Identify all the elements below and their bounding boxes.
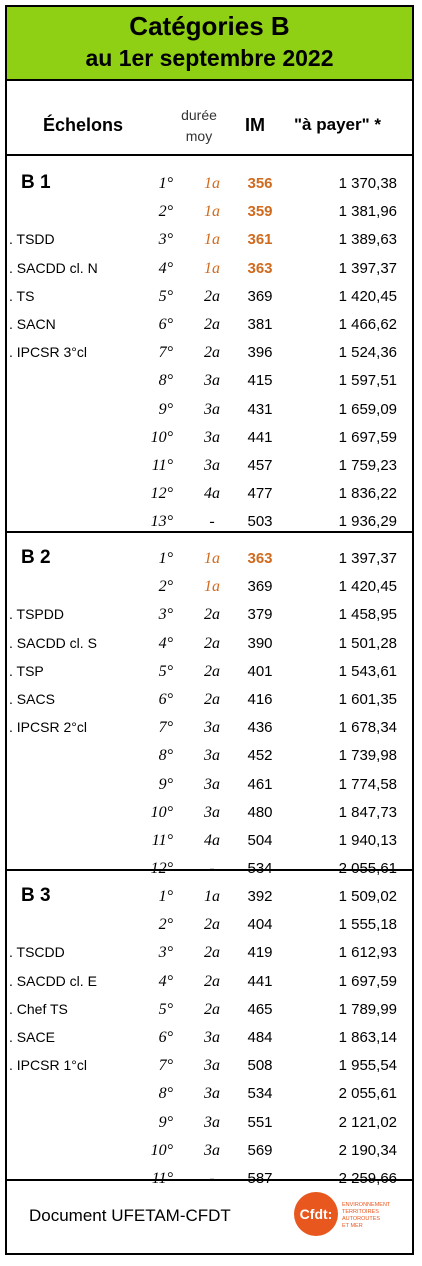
svg-text:Cfdt:: Cfdt:	[299, 1206, 333, 1222]
im-value: 534	[247, 1085, 273, 1103]
section-b1	[7, 156, 412, 533]
a-payer-value: 2 190,34	[338, 1141, 397, 1159]
im-value: 415	[247, 372, 273, 390]
grade-label: . IPCSR 1°cl	[9, 1057, 87, 1074]
duree-value: 2a	[204, 287, 220, 305]
header-a-payer: "à payer" *	[294, 115, 382, 134]
echelon-number: 6°	[158, 691, 173, 708]
table-row	[7, 452, 412, 480]
header-duree	[175, 105, 223, 147]
duree-value: 2a	[204, 972, 220, 990]
duree-value: 1a	[204, 259, 220, 277]
table-row	[7, 1080, 412, 1108]
a-payer-value: 1 739,98	[338, 747, 397, 765]
grade-label: . TSCDD	[9, 944, 65, 961]
grade-label: . SACDD cl. E	[9, 972, 97, 989]
im-value: 361	[247, 231, 273, 249]
duree-value: 3a	[204, 1141, 220, 1159]
a-payer-value: 1 397,37	[338, 259, 397, 277]
a-payer-value: 1 759,23	[338, 457, 397, 474]
cfdt-logo-icon	[292, 1190, 402, 1238]
echelon-number: 5°	[158, 662, 173, 680]
echelon-number: 6°	[158, 316, 173, 333]
table-row	[7, 396, 412, 424]
header-duree-line1: durée	[181, 107, 217, 123]
echelon-number: 11°	[151, 457, 173, 474]
echelon-number: 1°	[158, 550, 173, 567]
echelon-number: 7°	[158, 344, 173, 362]
table-row	[7, 939, 412, 967]
table-row	[7, 911, 412, 939]
table-row	[7, 339, 412, 367]
im-value: 441	[247, 972, 273, 990]
table-row	[7, 545, 412, 573]
echelon-number: 4°	[158, 972, 173, 990]
a-payer-value: 1 420,45	[338, 578, 397, 596]
grade-label: . TS	[9, 287, 35, 304]
im-value: 569	[247, 1141, 273, 1159]
table-row	[7, 630, 412, 658]
table-row	[7, 742, 412, 770]
echelon-number: 4°	[158, 259, 173, 277]
a-payer-value: 1 397,37	[338, 550, 397, 567]
grade-label: . Chef TS	[9, 1000, 68, 1017]
table-row	[7, 1137, 412, 1165]
a-payer-value: 1 789,99	[338, 1000, 397, 1018]
duree-value: 3a	[204, 1057, 220, 1075]
im-value: 369	[247, 287, 273, 305]
a-payer-value: 1 420,45	[338, 287, 397, 305]
duree-value: 2a	[204, 1000, 220, 1018]
grade-label: . TSPDD	[9, 606, 64, 623]
im-value: 431	[247, 400, 273, 418]
a-payer-value: 1 466,62	[338, 316, 397, 333]
table-row	[7, 771, 412, 799]
duree-value: 3a	[204, 400, 220, 418]
a-payer-value: 1 381,96	[338, 203, 397, 221]
echelon-number: 8°	[158, 372, 173, 390]
echelon-number: 3°	[158, 606, 173, 624]
table-row	[7, 799, 412, 827]
grade-label: . SACDD cl. N	[9, 259, 98, 276]
a-payer-value: 1 524,36	[338, 344, 397, 362]
a-payer-value: 1 389,63	[338, 231, 397, 249]
echelon-number: 12°	[150, 860, 173, 878]
a-payer-value: 1 501,28	[338, 634, 397, 652]
a-payer-value: 1 659,09	[338, 400, 397, 418]
duree-value: 3a	[204, 803, 220, 821]
echelon-number: 5°	[158, 287, 173, 305]
duree-value: 2a	[204, 634, 220, 652]
im-value: 504	[247, 832, 273, 849]
a-payer-value: 1 863,14	[338, 1029, 397, 1046]
im-value: 356	[247, 175, 273, 192]
im-value: 465	[247, 1000, 273, 1018]
im-value: 369	[247, 578, 273, 596]
duree-value: 2a	[204, 344, 220, 362]
a-payer-value: 1 543,61	[338, 662, 397, 680]
footer	[7, 1174, 412, 1253]
a-payer-value: 1 597,51	[338, 372, 397, 390]
svg-text:AUTOROUTES: AUTOROUTES	[342, 1216, 381, 1222]
im-value: 396	[247, 344, 273, 362]
im-value: 419	[247, 944, 273, 962]
header-im: IM	[245, 115, 265, 135]
im-value: 457	[247, 457, 273, 474]
a-payer-value: 1 612,93	[338, 944, 397, 962]
section-label: B 2	[21, 547, 51, 568]
im-value: 534	[247, 860, 273, 878]
table-row	[7, 1052, 412, 1080]
table-row	[7, 968, 412, 996]
duree-value: -	[209, 1170, 215, 1187]
duree-value: 3a	[204, 1113, 220, 1131]
page-subtitle: au 1er septembre 2022	[85, 45, 334, 71]
a-payer-value: 1 678,34	[338, 719, 397, 737]
a-payer-value: 1 555,18	[338, 916, 397, 934]
im-value: 359	[247, 203, 273, 221]
im-value: 452	[247, 747, 273, 765]
table-row	[7, 1024, 412, 1052]
echelon-number: 9°	[158, 1113, 173, 1131]
duree-value: 3a	[204, 457, 220, 474]
a-payer-value: 2 055,61	[338, 1085, 397, 1103]
echelon-number: 11°	[151, 832, 173, 849]
header-duree-line2: moy	[185, 128, 213, 144]
duree-value: 2a	[204, 662, 220, 680]
table-row	[7, 1109, 412, 1137]
table-row	[7, 424, 412, 452]
section-b2	[7, 531, 412, 878]
im-value: 363	[247, 259, 273, 277]
a-payer-value: 2 055,61	[338, 860, 397, 878]
im-value: 551	[247, 1113, 273, 1131]
echelon-number: 2°	[158, 916, 173, 934]
table-row	[7, 255, 412, 283]
a-payer-value: 2 259,66	[338, 1170, 397, 1187]
duree-value: 2a	[204, 606, 220, 624]
echelon-number: 6°	[158, 1029, 173, 1046]
table-row	[7, 480, 412, 508]
grade-label: . IPCSR 2°cl	[9, 719, 87, 736]
grade-label: . TSP	[9, 662, 44, 679]
duree-value: 3a	[204, 775, 220, 793]
im-value: 401	[247, 662, 273, 680]
im-value: 477	[247, 485, 273, 503]
im-value: 484	[247, 1029, 273, 1046]
svg-text:ET MER: ET MER	[342, 1223, 363, 1229]
duree-value: 4a	[204, 485, 220, 503]
table-row	[7, 283, 412, 311]
table-row	[7, 827, 412, 855]
duree-value: 2a	[204, 916, 220, 934]
im-value: 441	[247, 428, 273, 446]
im-value: 480	[247, 803, 273, 821]
im-value: 436	[247, 719, 273, 737]
echelon-number: 13°	[150, 513, 173, 531]
duree-value: 1a	[204, 231, 220, 249]
echelon-number: 3°	[158, 231, 173, 249]
grade-label: . TSDD	[9, 231, 55, 248]
section-label: B 1	[21, 172, 51, 193]
section-label: B 3	[21, 885, 51, 906]
duree-value: 2a	[204, 691, 220, 708]
echelon-number: 3°	[158, 944, 173, 962]
echelon-number: 10°	[150, 1141, 173, 1159]
a-payer-value: 1 601,35	[338, 691, 397, 708]
duree-value: 3a	[204, 372, 220, 390]
a-payer-value: 1 458,95	[338, 606, 397, 624]
im-value: 381	[247, 316, 273, 333]
a-payer-value: 1 955,54	[338, 1057, 397, 1075]
duree-value: 3a	[204, 1085, 220, 1103]
im-value: 416	[247, 691, 273, 708]
echelon-number: 9°	[158, 400, 173, 418]
table-row	[7, 714, 412, 742]
table-row	[7, 658, 412, 686]
duree-value: 1a	[204, 888, 220, 905]
svg-text:TERRITOIRES: TERRITOIRES	[342, 1209, 379, 1215]
echelon-number: 1°	[158, 888, 173, 905]
a-payer-value: 1 836,22	[338, 485, 397, 503]
a-payer-value: 2 121,02	[338, 1113, 397, 1131]
im-value: 404	[247, 916, 273, 934]
svg-text:ENVIRONNEMENT: ENVIRONNEMENT	[342, 1202, 391, 1208]
im-value: 461	[247, 775, 273, 793]
echelon-number: 10°	[150, 803, 173, 821]
duree-value: 3a	[204, 428, 220, 446]
echelon-number: 11°	[151, 1170, 173, 1187]
a-payer-value: 1 847,73	[338, 803, 397, 821]
echelon-number: 7°	[158, 719, 173, 737]
table-row	[7, 170, 412, 198]
table-row	[7, 573, 412, 601]
page-title: Catégories B	[129, 11, 290, 41]
echelon-number: 7°	[158, 1057, 173, 1075]
duree-value: 3a	[204, 747, 220, 765]
duree-value: 1a	[204, 550, 220, 567]
duree-value: 1a	[204, 175, 220, 192]
table-row	[7, 883, 412, 911]
a-payer-value: 1 370,38	[338, 175, 397, 192]
im-value: 379	[247, 606, 273, 624]
duree-value: -	[209, 860, 215, 878]
grade-label: . IPCSR 3°cl	[9, 344, 87, 361]
a-payer-value: 1 697,59	[338, 972, 397, 990]
table-row	[7, 226, 412, 254]
echelon-number: 9°	[158, 775, 173, 793]
duree-value: 2a	[204, 944, 220, 962]
grade-label: . SACS	[9, 691, 55, 707]
echelon-number: 2°	[158, 203, 173, 221]
grade-label: . SACDD cl. S	[9, 634, 97, 651]
title-banner	[7, 7, 412, 81]
table-row	[7, 601, 412, 629]
document-source: Document UFETAM-CFDT	[29, 1206, 231, 1225]
grade-label: . SACN	[9, 316, 56, 332]
duree-value: 3a	[204, 1029, 220, 1046]
salary-grid-frame	[5, 5, 414, 1255]
echelon-number: 1°	[158, 175, 173, 192]
echelon-number: 8°	[158, 747, 173, 765]
echelon-number: 5°	[158, 1000, 173, 1018]
table-row	[7, 198, 412, 226]
duree-value: 2a	[204, 316, 220, 333]
header-echelons: Échelons	[43, 115, 124, 135]
im-value: 363	[247, 550, 273, 567]
table-row	[7, 996, 412, 1024]
section-b3	[7, 869, 412, 1187]
echelon-number: 10°	[150, 428, 173, 446]
a-payer-value: 1 936,29	[338, 513, 397, 531]
a-payer-value: 1 509,02	[338, 888, 397, 905]
echelon-number: 4°	[158, 634, 173, 652]
duree-value: 1a	[204, 578, 220, 596]
column-headers	[7, 79, 412, 156]
im-value: 508	[247, 1057, 273, 1075]
echelon-number: 2°	[158, 578, 173, 596]
echelon-number: 12°	[150, 485, 173, 503]
table-row	[7, 367, 412, 395]
im-value: 587	[247, 1170, 273, 1187]
table-row	[7, 686, 412, 714]
duree-value: 4a	[204, 832, 220, 849]
im-value: 392	[247, 888, 273, 905]
im-value: 390	[247, 634, 273, 652]
duree-value: 3a	[204, 719, 220, 737]
echelon-number: 8°	[158, 1085, 173, 1103]
a-payer-value: 1 774,58	[338, 775, 397, 793]
duree-value: 1a	[204, 203, 220, 221]
a-payer-value: 1 697,59	[338, 428, 397, 446]
a-payer-value: 1 940,13	[338, 832, 397, 849]
duree-value: -	[209, 513, 215, 531]
table-row	[7, 311, 412, 339]
grade-label: . SACE	[9, 1029, 55, 1045]
im-value: 503	[247, 513, 273, 531]
